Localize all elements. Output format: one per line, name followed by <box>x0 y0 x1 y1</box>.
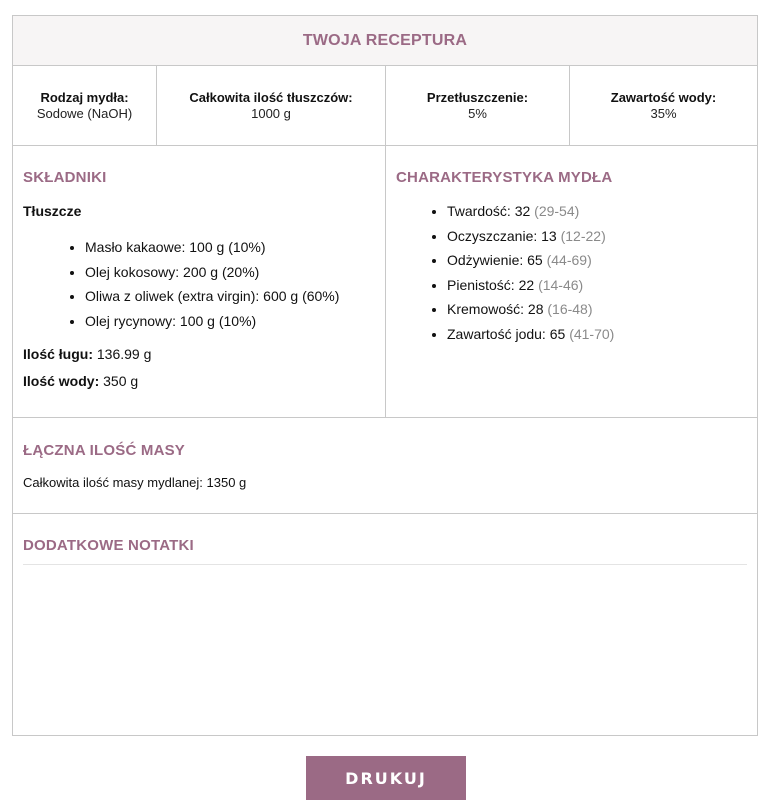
characteristics-title: CHARAKTERYSTYKA MYDŁA <box>396 169 613 186</box>
fats-list <box>23 235 375 333</box>
characteristic-range: (14-46) <box>538 276 584 293</box>
superfat-value: 5% <box>468 105 487 121</box>
characteristics-list <box>396 199 747 346</box>
total-fats-cell <box>157 66 386 145</box>
list-item <box>447 199 747 224</box>
superfat-label: Przetłuszczenie: <box>426 89 529 105</box>
soap-type-label: Rodzaj mydła: <box>40 89 129 105</box>
water-amount <box>23 373 375 389</box>
characteristic-value: Zawartość jodu: 65 <box>447 325 566 342</box>
ingredients-title: SKŁADNIKI <box>23 169 107 186</box>
total-fats-label: Całkowita ilość tłuszczów: <box>189 89 353 105</box>
list-item: • Masło kakaowe: 100 g (10%) <box>85 235 375 260</box>
characteristics-panel <box>386 146 757 417</box>
details-section <box>13 146 757 418</box>
characteristic-range: (44-69) <box>546 252 592 268</box>
characteristic-value: Kremowość: 28 <box>447 301 544 317</box>
recipe-header <box>13 16 757 66</box>
print-button[interactable]: DRUKUJ <box>306 756 466 800</box>
soap-type-value: Sodowe (NaOH) <box>36 105 133 121</box>
water-value: 350 g <box>103 373 139 389</box>
notes-divider <box>23 564 747 565</box>
characteristic-range: (12-22) <box>560 227 606 244</box>
list-item <box>447 273 747 298</box>
characteristic-range: (29-54) <box>534 203 580 219</box>
superfat-cell <box>386 66 570 145</box>
water-content-cell <box>570 66 757 145</box>
list-item: • Olej rycynowy: 100 g (10%) <box>85 309 375 334</box>
lye-value: 136.99 g <box>96 346 152 362</box>
list-item <box>447 297 747 322</box>
characteristic-value: Twardość: 32 <box>447 203 531 219</box>
fats-title: Tłuszcze <box>23 203 82 219</box>
list-item <box>447 322 747 347</box>
total-fats-value: 1000 g <box>251 105 291 121</box>
lye-amount <box>23 346 375 362</box>
total-mass-title: ŁĄCZNA ILOŚĆ MASY <box>23 442 186 459</box>
water-content-value: 35% <box>650 105 677 121</box>
recipe-card <box>12 15 758 736</box>
total-mass-section <box>13 418 757 514</box>
list-item <box>447 248 747 273</box>
characteristic-range: (16-48) <box>547 301 593 317</box>
notes-section <box>13 514 757 565</box>
recipe-summary <box>13 66 757 146</box>
characteristic-value: Oczyszczanie: 13 <box>447 227 557 244</box>
characteristic-value: Pienistość: 22 <box>447 276 535 293</box>
ingredients-panel <box>13 146 386 417</box>
recipe-title: TWOJA RECEPTURA <box>302 31 468 49</box>
water-label: Ilość wody: <box>23 373 100 389</box>
lye-label: Ilość ługu: <box>23 346 93 362</box>
soap-type-cell <box>13 66 157 145</box>
list-item: • Olej kokosowy: 200 g (20%) <box>85 260 375 285</box>
water-content-label: Zawartość wody: <box>610 89 717 105</box>
notes-title: DODATKOWE NOTATKI <box>23 537 194 554</box>
list-item: • Oliwa z oliwek (extra virgin): 600 g (60%) <box>85 284 375 309</box>
characteristic-value: Odżywienie: 65 <box>447 252 543 268</box>
list-item <box>447 224 747 249</box>
total-mass-text: Całkowita ilość masy mydlanej: 1350 g <box>23 475 247 490</box>
characteristic-range: (41-70) <box>569 325 615 342</box>
